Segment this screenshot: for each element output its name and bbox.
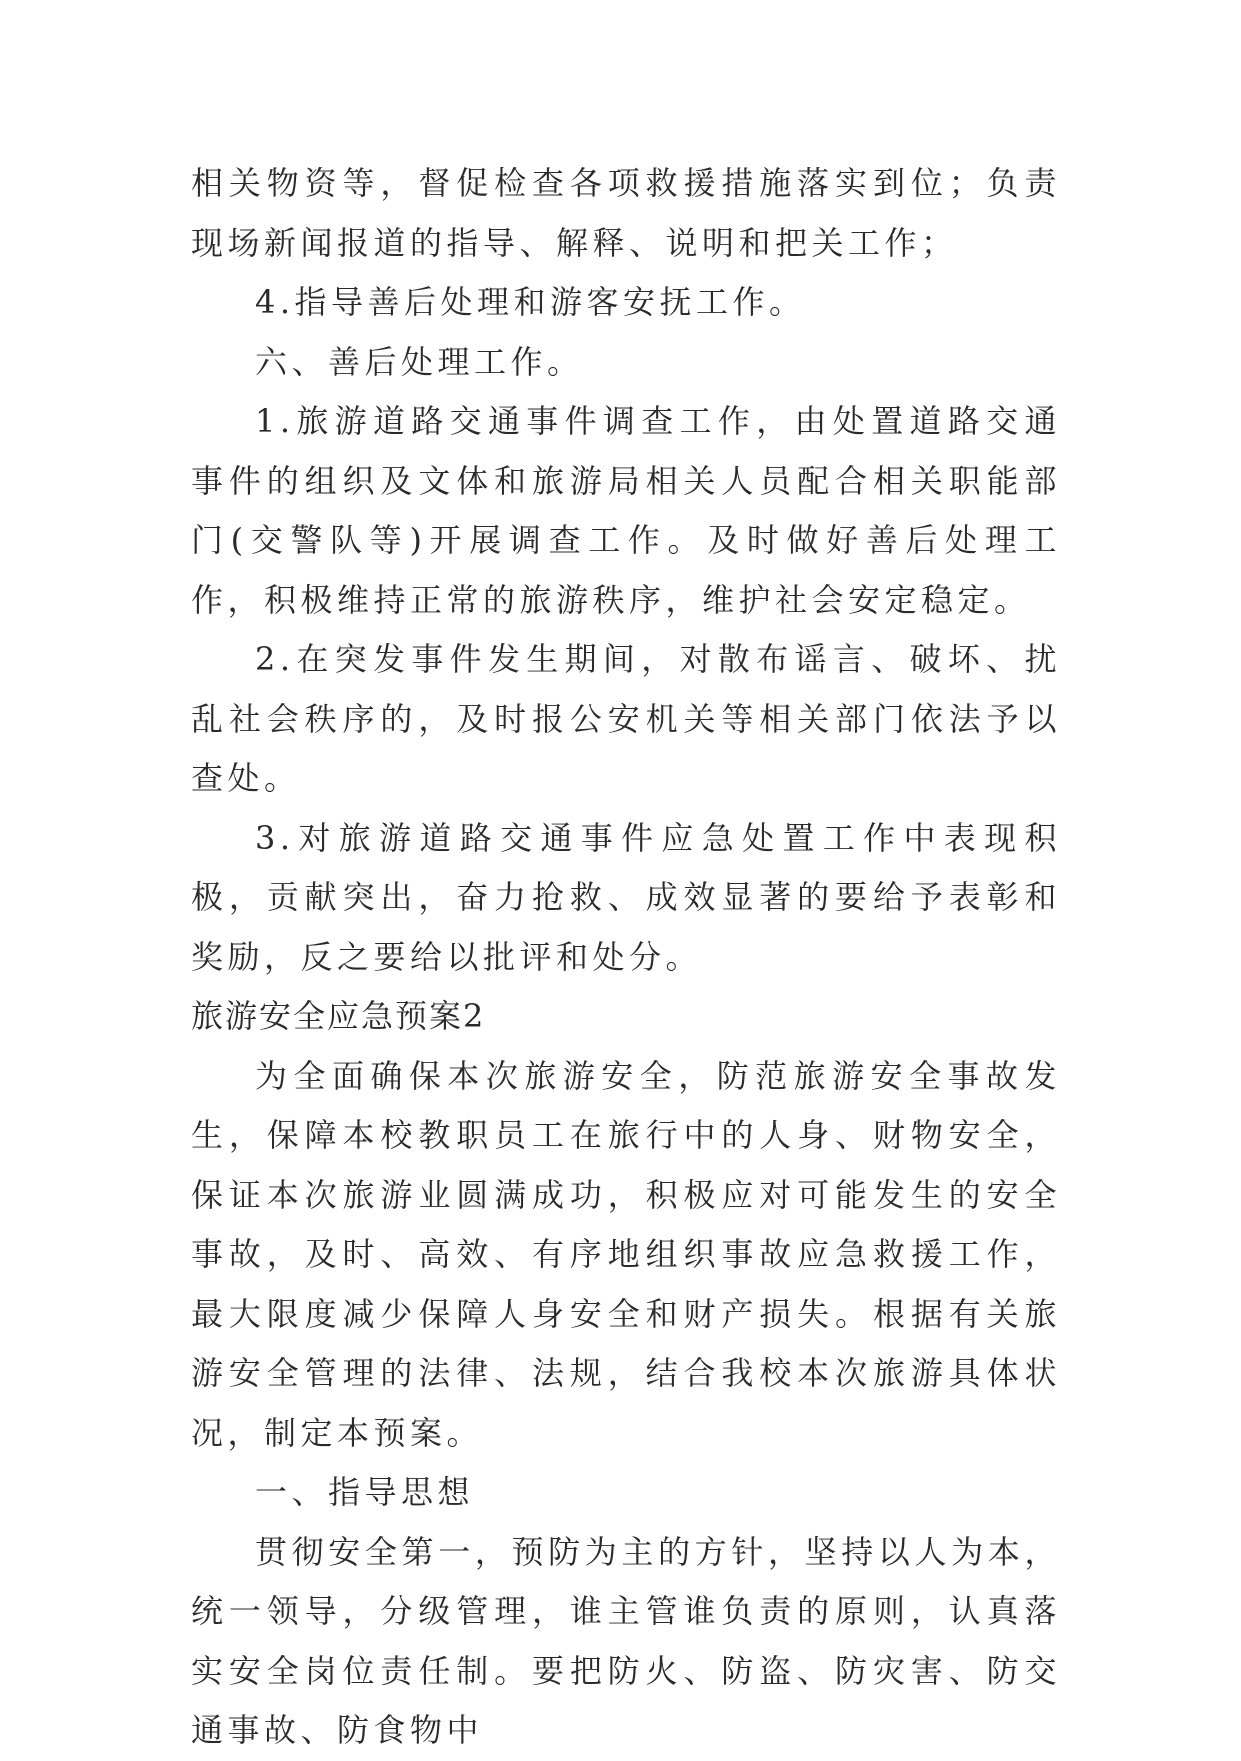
paragraph-item-4: 4.指导善后处理和游客安抚工作。: [255, 283, 806, 321]
document-body: [191, 154, 1061, 1761]
paragraph-item-3: 3.对旅游道路交通事件应急处置工作中表现积极，贡献突出，奋力抢救、成效显著的要给予表彰和奖励，反之要给以批评和处分。: [191, 818, 1061, 976]
paragraph-item-1: 1.旅游道路交通事件调查工作，由处置道路交通事件的组织及文体和旅游局相关人员配合相关职能部门(交警队等)开展调查工作。及时做好善后处理工作，积极维持正常的旅游秩序，维护社会安定稳定。: [191, 402, 1061, 619]
paragraph-guiding-thought: 贯彻安全第一，预防为主的方针，坚持以人为本，统一领导，分级管理，谁主管谁负责的原则，认真落实安全岗位责任制。要把防火、防盗、防灾害、防交通事故、防食物中: [191, 1532, 1061, 1749]
paragraph-continuation: 相关物资等，督促检查各项救援措施落实到位；负责现场新闻报道的指导、解释、说明和把关工作；: [191, 164, 1061, 262]
document-title-2: 旅游安全应急预案2: [191, 997, 486, 1035]
section-heading-1: 一、指导思想: [255, 1473, 475, 1511]
paragraph-item-2: 2.在突发事件发生期间，对散布谣言、破坏、扰乱社会秩序的，及时报公安机关等相关部门依法予以查处。: [191, 640, 1061, 797]
paragraph-intro: 为全面确保本次旅游安全，防范旅游安全事故发生，保障本校教职员工在旅行中的人身、财物安全，保证本次旅游业圆满成功，积极应对可能发生的安全事故，及时、高效、有序地组织事故应急救援工作，最大限度减少保障人身安全和财产损失。根据有关旅游安全管理的法律、法规，结合我校本次旅游具体状况，制定本预案。: [191, 1056, 1061, 1452]
section-heading-6: 六、善后处理工作。: [255, 342, 584, 381]
